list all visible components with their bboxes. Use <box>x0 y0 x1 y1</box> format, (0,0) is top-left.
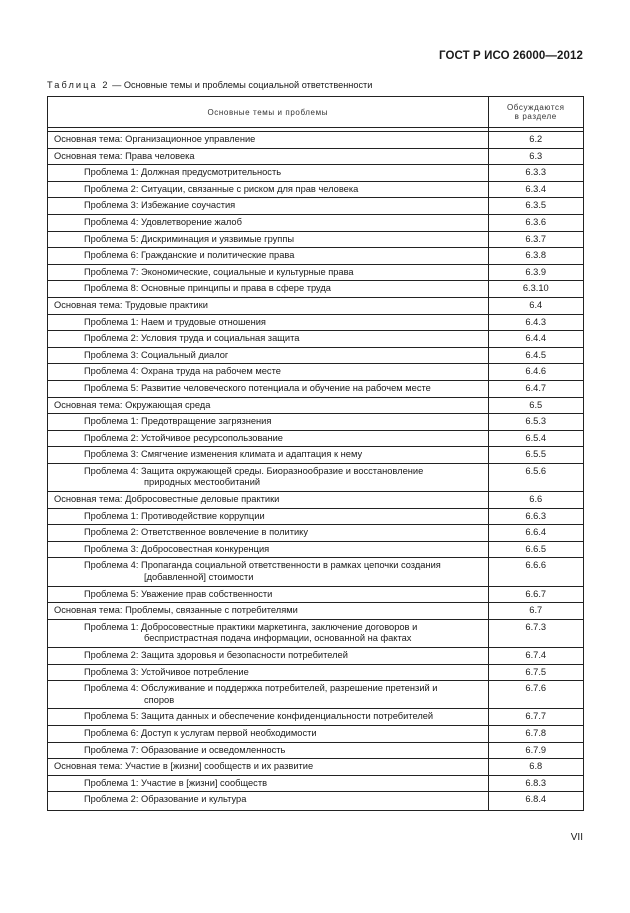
section-ref: 6.7.4 <box>488 648 583 665</box>
topic-name <box>48 397 488 414</box>
table-caption <box>47 80 372 90</box>
section-ref: 6.7.7 <box>488 709 583 726</box>
row-text: Основная тема: Участие в [жизни] сообществ и их развитие <box>54 761 314 772</box>
topic-row <box>48 297 583 314</box>
section-ref: 6.6.4 <box>488 525 583 542</box>
section-ref: 6.7.6 <box>488 681 583 709</box>
table-body <box>48 128 583 811</box>
row-text-continued: природных местообитаний <box>144 477 261 488</box>
issue-name <box>48 165 488 182</box>
issue-name <box>48 681 488 709</box>
issue-name <box>48 775 488 792</box>
section-ref: 6.6.3 <box>488 508 583 525</box>
issue-name <box>48 198 488 215</box>
caption-text: — Основные темы и проблемы социальной ответственности <box>109 80 373 90</box>
section-ref: 6.3.4 <box>488 181 583 198</box>
topic-name <box>48 132 488 149</box>
row-text: Основная тема: Добросовестные деловые практики <box>54 494 280 505</box>
issue-name <box>48 380 488 397</box>
issue-name <box>48 364 488 381</box>
row-text: Основная тема: Организационное управление <box>54 134 256 144</box>
issue-name <box>48 331 488 348</box>
section-ref: 6.7.3 <box>488 619 583 647</box>
section-ref: 6.8.3 <box>488 775 583 792</box>
section-ref: 6.5.3 <box>488 414 583 431</box>
issue-name <box>48 709 488 726</box>
row-text: Проблема 4: Охрана труда на рабочем месте <box>84 366 281 377</box>
issue-row <box>48 508 583 525</box>
issue-name <box>48 430 488 447</box>
section-ref: 6.7 <box>488 603 583 620</box>
row-text: Проблема 6: Доступ к услугам первой необходимости <box>84 727 317 738</box>
section-ref: 6.3.10 <box>488 281 583 298</box>
issue-row <box>48 558 583 586</box>
column-header-section <box>488 97 583 128</box>
section-ref: 6.5.6 <box>488 463 583 491</box>
row-text: Основная тема: Права человека <box>54 150 195 161</box>
row-text-continued: беспристрастная подача информации, основанной на фактах <box>144 633 412 644</box>
topic-name <box>48 603 488 620</box>
issue-name <box>48 347 488 364</box>
section-ref: 6.2 <box>488 132 583 149</box>
topic-row <box>48 603 583 620</box>
topic-row <box>48 132 583 149</box>
issue-row <box>48 725 583 742</box>
issue-row <box>48 648 583 665</box>
caption-label: Таблица 2 <box>47 80 110 90</box>
row-text: Проблема 7: Экономические, социальные и культурные права <box>84 266 354 277</box>
row-text: Основная тема: Трудовые практики <box>54 299 208 310</box>
row-text: Проблема 1: Участие в [жизни] сообществ <box>84 777 268 788</box>
issue-name <box>48 508 488 525</box>
issue-row <box>48 792 583 811</box>
section-ref: 6.4.6 <box>488 364 583 381</box>
issue-name <box>48 231 488 248</box>
issue-name <box>48 264 488 281</box>
section-ref: 6.3.5 <box>488 198 583 215</box>
row-text: Проблема 2: Устойчивое ресурсопользование <box>84 432 283 443</box>
topic-name <box>48 492 488 509</box>
section-ref: 6.5.5 <box>488 447 583 464</box>
section-ref: 6.4 <box>488 297 583 314</box>
issue-name <box>48 314 488 331</box>
issue-name <box>48 664 488 681</box>
topic-row <box>48 148 583 165</box>
document-code: ГОСТ Р ИСО 26000—2012 <box>438 50 583 62</box>
issue-row <box>48 231 583 248</box>
row-text: Основная тема: Проблемы, связанные с потребителями <box>54 605 298 616</box>
topic-name <box>48 297 488 314</box>
column-header-section-line2: в разделе <box>514 112 557 121</box>
row-text: Проблема 4: Защита окружающей среды. Биоразнообразие и восстановление <box>84 465 424 476</box>
row-text: Проблема 2: Условия труда и социальная защита <box>84 333 300 344</box>
issue-name <box>48 648 488 665</box>
row-text: Проблема 4: Обслуживание и поддержка потребителей, разрешение претензий и <box>84 683 438 694</box>
issue-row <box>48 742 583 759</box>
row-text: Проблема 8: Основные принципы и права в сфере труда <box>84 283 331 294</box>
row-text-continued: [добавленной] стоимости <box>144 572 254 583</box>
row-text: Проблема 4: Удовлетворение жалоб <box>84 216 242 227</box>
section-ref: 6.7.8 <box>488 725 583 742</box>
issue-name <box>48 181 488 198</box>
issue-name <box>48 558 488 586</box>
row-text-continued: споров <box>144 694 175 705</box>
row-text: Проблема 3: Добросовестная конкуренция <box>84 543 270 554</box>
issue-row <box>48 347 583 364</box>
issue-row <box>48 198 583 215</box>
issue-row <box>48 380 583 397</box>
row-text: Проблема 6: Гражданские и политические права <box>84 250 295 261</box>
issue-row <box>48 664 583 681</box>
section-ref: 6.3.6 <box>488 214 583 231</box>
row-text: Проблема 4: Пропаганда социальной ответственности в рамках цепочки создания <box>84 560 441 571</box>
issue-name <box>48 414 488 431</box>
issue-name <box>48 463 488 491</box>
topic-name <box>48 759 488 776</box>
row-text: Проблема 1: Наем и трудовые отношения <box>84 316 266 327</box>
section-ref: 6.5.4 <box>488 430 583 447</box>
issue-row <box>48 775 583 792</box>
issue-row <box>48 331 583 348</box>
section-ref: 6.8.4 <box>525 794 547 805</box>
section-ref: 6.7.5 <box>488 664 583 681</box>
section-ref: 6.5 <box>488 397 583 414</box>
column-header-section-line1: Обсуждаются <box>506 103 565 112</box>
section-ref: 6.7.9 <box>488 742 583 759</box>
row-text: Проблема 1: Предотвращение загрязнения <box>84 416 272 427</box>
section-ref: 6.6.6 <box>488 558 583 586</box>
section-ref: 6.6 <box>488 492 583 509</box>
issue-row <box>48 525 583 542</box>
issue-row <box>48 248 583 265</box>
issue-name <box>48 725 488 742</box>
row-text: Проблема 2: Защита здоровья и безопасности потребителей <box>84 650 348 660</box>
issue-row <box>48 430 583 447</box>
section-ref: 6.3.9 <box>488 264 583 281</box>
issue-name <box>48 586 488 603</box>
issue-row <box>48 281 583 298</box>
issue-row <box>48 586 583 603</box>
row-text: Проблема 7: Образование и осведомленность <box>84 744 286 755</box>
section-ref: 6.4.7 <box>488 380 583 397</box>
section-ref: 6.6.7 <box>488 586 583 603</box>
issue-name <box>48 742 488 759</box>
row-text: Основная тема: Окружающая среда <box>54 399 211 410</box>
issue-name <box>48 792 488 811</box>
topic-row <box>48 759 583 776</box>
issue-name <box>48 525 488 542</box>
row-text: Проблема 2: Образование и культура <box>84 794 247 805</box>
issue-name <box>48 541 488 558</box>
row-text: Проблема 5: Уважение прав собственности <box>84 588 273 599</box>
row-text: Проблема 3: Смягчение изменения климата и адаптация к нему <box>84 449 363 460</box>
section-ref: 6.3.8 <box>488 248 583 265</box>
topic-row <box>48 397 583 414</box>
row-text: Проблема 2: Ситуации, связанные с риском для прав человека <box>84 183 359 194</box>
topic-row <box>48 492 583 509</box>
issue-row <box>48 447 583 464</box>
issue-row <box>48 619 583 647</box>
row-text: Проблема 5: Защита данных и обеспечение конфиденциальности потребителей <box>84 711 434 722</box>
issue-row <box>48 463 583 491</box>
issue-name <box>48 214 488 231</box>
issue-row <box>48 314 583 331</box>
issue-name <box>48 619 488 647</box>
issue-name <box>48 281 488 298</box>
table-header-row <box>48 97 583 128</box>
issue-row <box>48 414 583 431</box>
section-ref: 6.3 <box>488 148 583 165</box>
row-text: Проблема 1: Добросовестные практики маркетинга, заключение договоров и <box>84 621 418 632</box>
page-number: VII <box>570 832 583 843</box>
row-text: Проблема 3: Устойчивое потребление <box>84 666 249 677</box>
issue-name <box>48 447 488 464</box>
issue-row <box>48 214 583 231</box>
row-text: Проблема 3: Социальный диалог <box>84 349 229 360</box>
issue-row <box>48 541 583 558</box>
topic-name <box>48 148 488 165</box>
row-text: Проблема 1: Должная предусмотрительность <box>84 167 282 178</box>
section-ref: 6.8 <box>488 759 583 776</box>
topics-table <box>47 96 584 811</box>
section-ref: 6.3.3 <box>488 165 583 182</box>
row-text: Проблема 1: Противодействие коррупции <box>84 510 265 521</box>
issue-row <box>48 264 583 281</box>
section-ref: 6.4.3 <box>488 314 583 331</box>
column-header-topics: Основные темы и проблемы <box>48 97 488 128</box>
issue-name <box>48 248 488 265</box>
issue-row <box>48 709 583 726</box>
row-text: Проблема 3: Избежание соучастия <box>84 200 236 211</box>
issue-row <box>48 165 583 182</box>
section-ref: 6.3.7 <box>488 231 583 248</box>
section-ref: 6.6.5 <box>488 541 583 558</box>
section-ref: 6.4.5 <box>488 347 583 364</box>
section-ref: 6.4.4 <box>488 331 583 348</box>
issue-row <box>48 181 583 198</box>
issue-row <box>48 681 583 709</box>
row-text: Проблема 5: Дискриминация и уязвимые группы <box>84 233 295 244</box>
row-text: Проблема 2: Ответственное вовлечение в политику <box>84 527 308 538</box>
issue-row <box>48 364 583 381</box>
row-text: Проблема 5: Развитие человеческого потенциала и обучение на рабочем месте <box>84 382 431 393</box>
